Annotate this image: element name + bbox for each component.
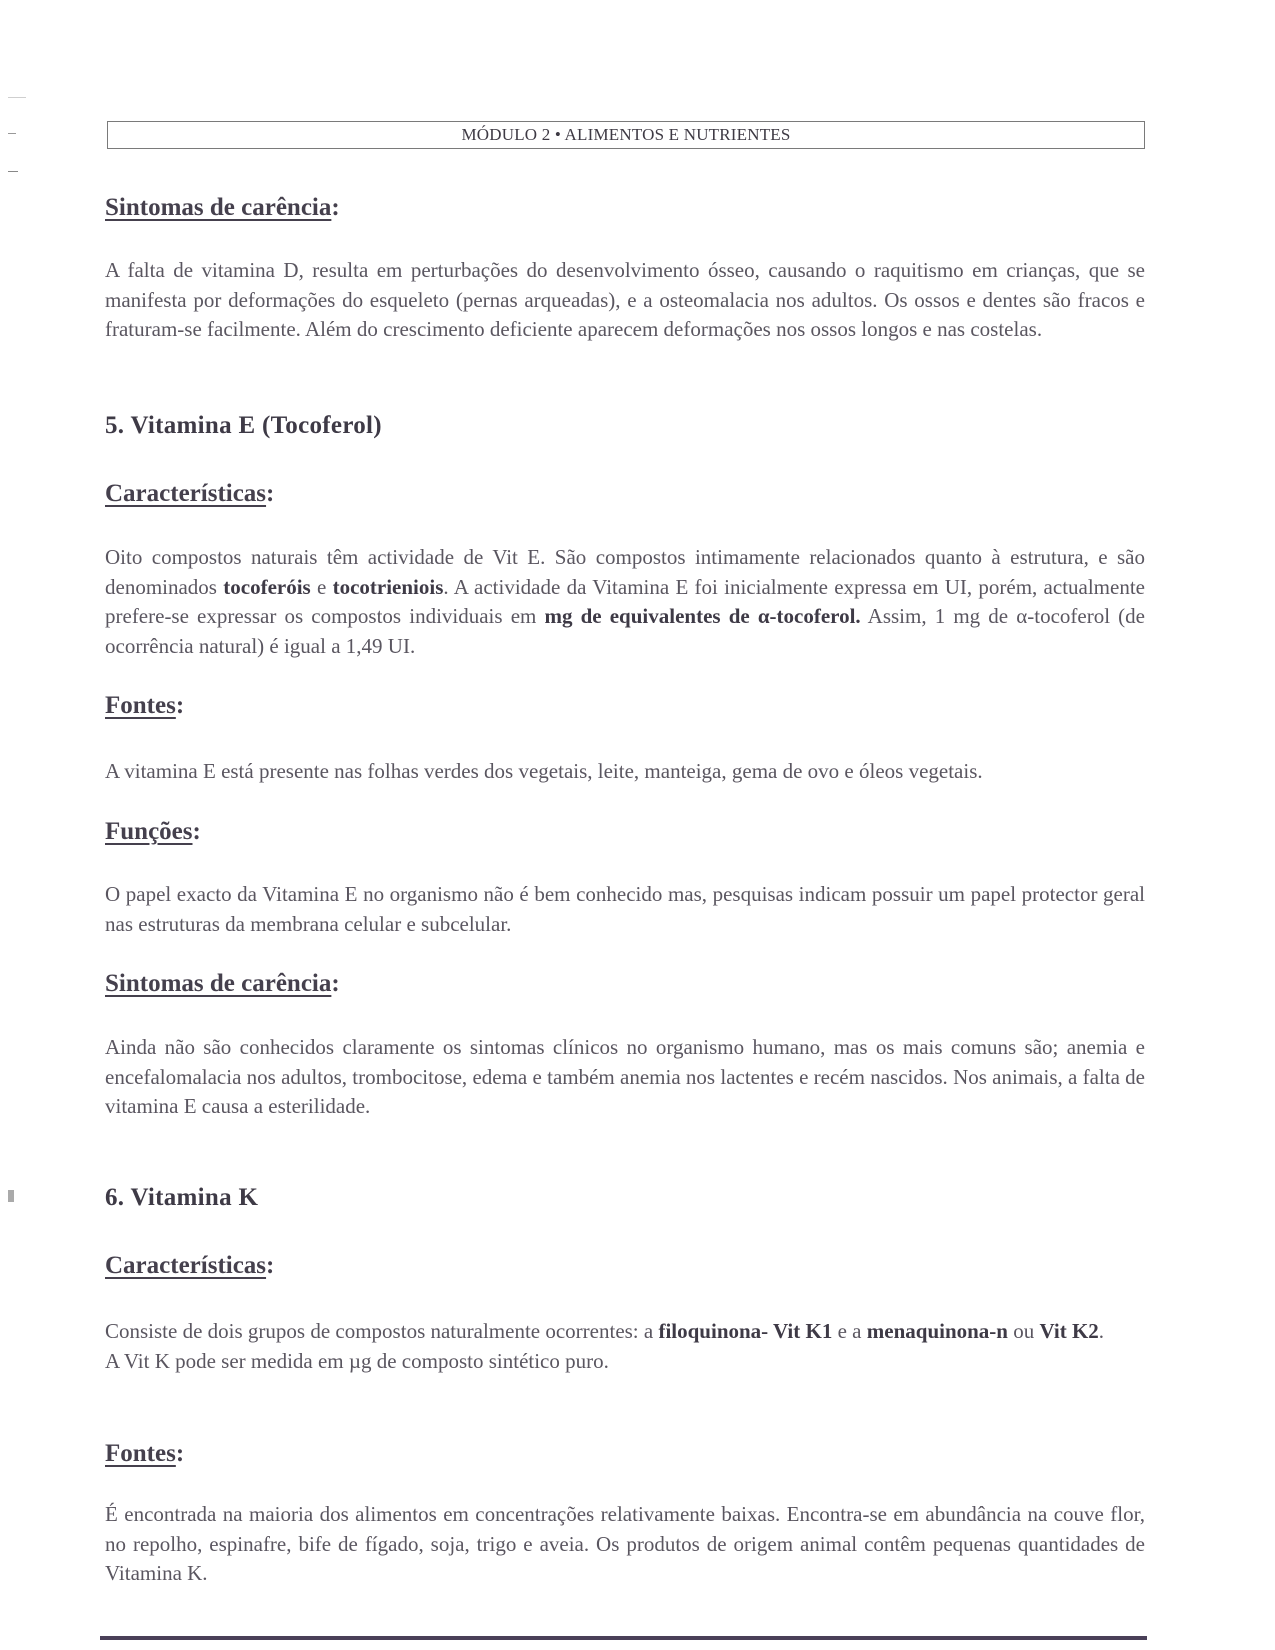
vitk-characteristics-text: Consiste de dois grupos de compostos naturalmente ocorrentes: a filoquinona- Vit K1 e a menaquinona-n ou Vit K2. A Vit K pode ser medida em µg de composto sintético puro. (105, 1319, 1105, 1373)
vite-characteristics-text: Oito compostos naturais têm actividade de Vit E. São compostos intimamente relacionados quanto à estrutura, e são denominados tocoferóis e tocotrieniois. A actividade da Vitamina E foi inicialmente expressa em UI, porém, actualmente prefere-se expressar os compostos individuais em mg de equivalentes de α-tocoferol. Assim, 1 mg de α-tocoferol (de ocorrência natural) é igual a 1,49 UI. (105, 545, 1145, 658)
module-header-title: MÓDULO 2 • ALIMENTOS E NUTRIENTES (461, 125, 791, 144)
scan-margin-mark (8, 171, 18, 172)
term-menaquinona: menaquinona-n (866, 1319, 1008, 1343)
scan-margin-mark (8, 133, 16, 134)
scan-margin-mark (8, 97, 26, 98)
term-filoquinona: filoquinona- Vit K1 (658, 1319, 833, 1343)
vite-deficiency-heading: Sintomas de carência: (105, 970, 340, 997)
term-tocotrienois: tocotrieniois (332, 574, 444, 599)
vitd-deficiency-text: A falta de vitamina D, resulta em perturbações do desenvolvimento ósseo, causando o raquitismo em crianças, que se manifesta por deformações do esqueleto (pernas arqueadas), e a osteomalacia nos adultos. Os ossos e dentes são fracos e fraturam-se facilmente. Além do crescimento deficiente aparecem deformações nos ossos longos e nas costelas. (105, 258, 1145, 342)
module-header (107, 121, 1145, 149)
vite-sources-text: A vitamina E está presente nas folhas verdes dos vegetais, leite, manteiga, gema de ovo e óleos vegetais. (105, 759, 983, 783)
vite-sources-heading: Fontes: (105, 692, 185, 719)
footer-rule (100, 1636, 1147, 1640)
vitd-deficiency-heading: Sintomas de carência: (105, 194, 340, 221)
term-mg-equivalentes: mg de equivalentes de α-tocoferol. (544, 604, 861, 629)
term-vit-k2: Vit K2 (1039, 1319, 1099, 1343)
vite-section-title: 5. Vitamina E (Tocoferol) (105, 412, 382, 439)
vite-functions-heading: Funções: (105, 818, 201, 845)
scan-margin-mark (8, 1190, 14, 1202)
vitk-characteristics-heading: Características: (105, 1252, 275, 1279)
vitk-section-title: 6. Vitamina K (105, 1184, 259, 1211)
vitk-measure-line: A Vit K pode ser medida em µg de composto sintético puro. (105, 1348, 609, 1373)
term-tocoferois: tocoferóis (223, 574, 311, 599)
vite-functions-text: O papel exacto da Vitamina E no organismo não é bem conhecido mas, pesquisas indicam possuir um papel protector geral nas estruturas da membrana celular e subcelular. (105, 882, 1145, 936)
vite-deficiency-text: Ainda não são conhecidos claramente os sintomas clínicos no organismo humano, mas os mais comuns são; anemia e encefalomalacia nos adultos, trombocitose, edema e também anemia nos lactentes e recém nascidos. Nos animais, a falta de vitamina E causa a esterilidade. (105, 1035, 1145, 1119)
vitk-sources-heading: Fontes: (105, 1440, 185, 1467)
vitk-sources-text: É encontrada na maioria dos alimentos em concentrações relativamente baixas. Encontra-se em abundância na couve flor, no repolho, espinafre, bife de fígado, soja, trigo e aveia. Os produtos de origem animal contêm pequenas quantidades de Vitamina K. (105, 1502, 1145, 1586)
vite-characteristics-heading: Características: (105, 480, 275, 507)
